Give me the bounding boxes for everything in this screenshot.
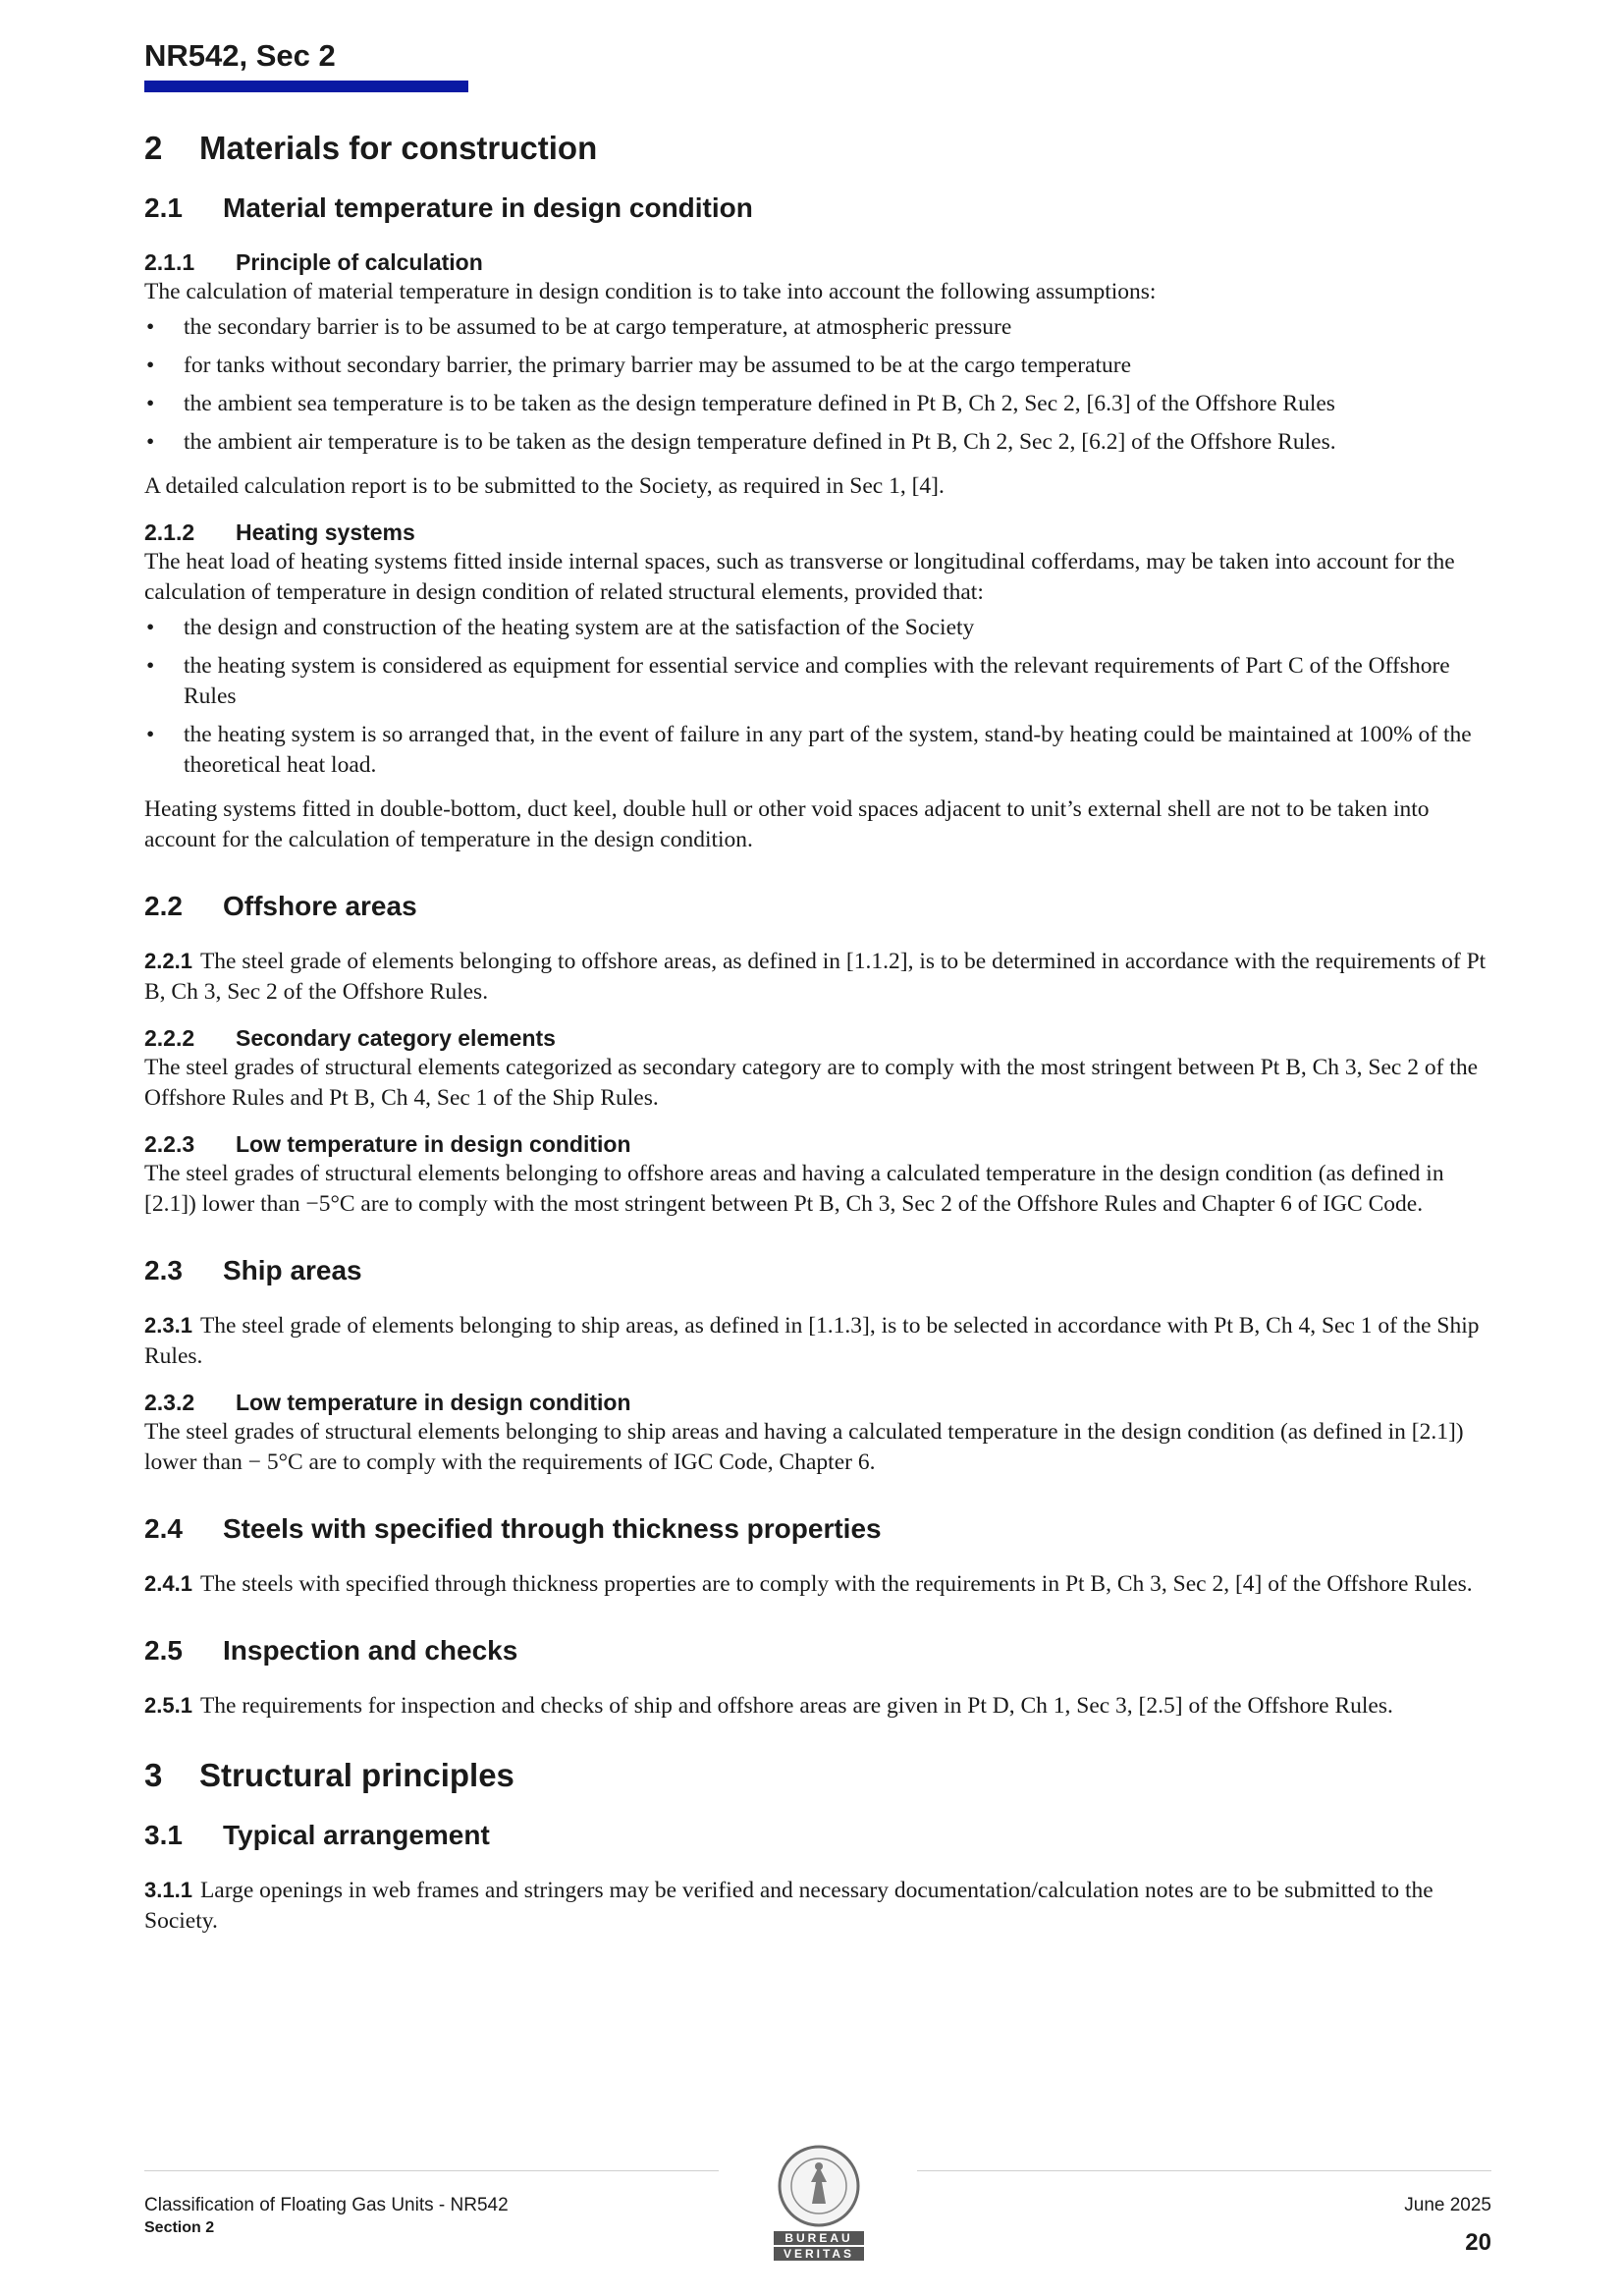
footer-doc-title: Classification of Floating Gas Units - NR542 [144, 2195, 509, 2215]
article-text: The steel grade of elements belonging to ship areas, as defined in [1.1.3], is to be selected in accordance with Pt B, Ch 4, Sec 1 of the Ship Rules. [144, 1313, 1480, 1369]
section-title: Structural principles [199, 1757, 514, 1793]
logo-wordmark-top: BUREAU [774, 2231, 864, 2245]
document-id: NR542, Sec 2 [144, 38, 336, 73]
section-heading [144, 128, 1491, 169]
list-item: • the ambient sea temperature is to be taken as the design temperature defined in Pt B, Ch 2, Sec 2, [6.3] of the Offshore Rules [144, 389, 1491, 419]
list-item: • the ambient air temperature is to be taken as the design temperature defined in Pt B, Ch 2, Sec 2, [6.2] of the Offshore Rules. [144, 427, 1491, 458]
subsection-number: 2.5 [144, 1635, 183, 1666]
paragraph: The calculation of material temperature in design condition is to take into account the following assumptions: [144, 279, 1157, 304]
article-number: 2.5.1 [144, 1693, 192, 1718]
article-title: Secondary category elements [236, 1025, 556, 1051]
section-number: 2 [144, 130, 163, 166]
subsection-number: 2.1 [144, 192, 183, 223]
footer-rule-left [144, 2170, 719, 2171]
list-item: • the secondary barrier is to be assumed to be at cargo temperature, at atmospheric pressure [144, 312, 1491, 343]
footer-rule-right [917, 2170, 1491, 2171]
article-title: Heating systems [236, 519, 415, 545]
list-item: • the design and construction of the heating system are at the satisfaction of the Society [144, 613, 1491, 643]
article-number: 2.2.3 [144, 1131, 195, 1157]
bullet-list [144, 312, 1491, 458]
article-number: 2.4.1 [144, 1571, 192, 1596]
paragraph [144, 946, 1491, 1008]
footer-date: June 2025 [1404, 2195, 1491, 2215]
logo-seal-icon [765, 2143, 873, 2231]
subsection-number: 3.1 [144, 1820, 183, 1850]
subsection-title: Steels with specified through thickness properties [223, 1513, 882, 1544]
section-heading [144, 1755, 1491, 1796]
page-content [144, 128, 1491, 1937]
subsection-number: 2.4 [144, 1513, 183, 1544]
article-text: Large openings in web frames and stringers may be verified and necessary documentation/calculation notes are to be submitted to the Society. [144, 1878, 1433, 1934]
article-number: 2.1.2 [144, 519, 195, 545]
footer-section: Section 2 [144, 2219, 215, 2236]
article-title: Low temperature in design condition [236, 1390, 631, 1415]
subsection-heading [144, 191, 1491, 226]
paragraph: The heat load of heating systems fitted inside internal spaces, such as transverse or longitudinal cofferdams, may be taken into account for the calculation of temperature in design condition of related structural elements, provided that: [144, 549, 1455, 605]
page-footer [144, 2170, 1491, 2278]
list-item: • the heating system is so arranged that, in the event of failure in any part of the system, stand-by heating could be maintained at 100% of the theoretical heat load. [144, 720, 1491, 781]
article-number: 2.3.2 [144, 1390, 195, 1415]
article-heading [144, 518, 1491, 547]
article-heading [144, 1023, 1491, 1053]
bureau-veritas-logo [765, 2143, 873, 2266]
article-number: 2.1.1 [144, 249, 195, 275]
article-heading [144, 247, 1491, 277]
article-number: 2.2.2 [144, 1025, 195, 1051]
article-heading [144, 1129, 1491, 1159]
article-number: 2.2.1 [144, 949, 192, 973]
subsection-title: Ship areas [223, 1255, 362, 1285]
article-text: The steel grade of elements belonging to offshore areas, as defined in [1.1.2], is to be determined in accordance with the requirements of Pt B, Ch 3, Sec 2 of the Offshore Rules. [144, 949, 1487, 1005]
paragraph [144, 1690, 1491, 1722]
subsection-title: Typical arrangement [223, 1820, 490, 1850]
subsection-number: 2.2 [144, 891, 183, 921]
article-title: Principle of calculation [236, 249, 483, 275]
article-heading [144, 1388, 1491, 1417]
article-number: 2.3.1 [144, 1313, 192, 1338]
subsection-title: Inspection and checks [223, 1635, 518, 1666]
article-text: The requirements for inspection and checks of ship and offshore areas are given in Pt D, Ch 1, Sec 3, [2.5] of the Offshore Rules. [199, 1693, 1393, 1719]
header-accent-bar [144, 81, 468, 92]
section-title: Materials for construction [199, 130, 598, 166]
list-item: • the heating system is considered as equipment for essential service and complies with the relevant requirements of Part C of the Offshore Rules [144, 651, 1491, 712]
subsection-heading [144, 889, 1491, 924]
page-number: 20 [1465, 2229, 1491, 2256]
subsection-heading [144, 1818, 1491, 1853]
subsection-heading [144, 1633, 1491, 1668]
subsection-title: Offshore areas [223, 891, 417, 921]
logo-wordmark-bottom: VERITAS [774, 2247, 864, 2261]
section-number: 3 [144, 1757, 163, 1793]
bullet-list [144, 613, 1491, 781]
subsection-number: 2.3 [144, 1255, 183, 1285]
paragraph: Heating systems fitted in double-bottom, duct keel, double hull or other void spaces adjacent to unit’s external shell are not to be taken into account for the calculation of temperature in the design condition. [144, 796, 1430, 852]
article-title: Low temperature in design condition [236, 1131, 631, 1157]
subsection-heading [144, 1511, 1491, 1547]
paragraph: The steel grades of structural elements belonging to offshore areas and having a calculated temperature in the design condition (as defined in [2.1]) lower than −5°C are to comply with the most stringent between Pt B, Ch 3, Sec 2 of the Offshore Rules and Chapter 6 of IGC Code. [144, 1161, 1444, 1217]
paragraph: The steel grades of structural elements belonging to ship areas and having a calculated temperature in the design condition (as defined in [2.1]) lower than − 5°C are to comply with the requirements of IGC Code, Chapter 6. [144, 1419, 1464, 1475]
subsection-heading [144, 1253, 1491, 1288]
list-item: • for tanks without secondary barrier, the primary barrier may be assumed to be at the cargo temperature [144, 351, 1491, 381]
paragraph [144, 1875, 1491, 1937]
paragraph: The steel grades of structural elements categorized as secondary category are to comply with the most stringent between Pt B, Ch 3, Sec 2 of the Offshore Rules and Pt B, Ch 4, Sec 1 of the Ship Rules. [144, 1055, 1479, 1111]
article-text: The steels with specified through thickness properties are to comply with the requirements in Pt B, Ch 3, Sec 2, [4] of the Offshore Rules. [199, 1571, 1473, 1597]
article-number: 3.1.1 [144, 1878, 192, 1902]
paragraph [144, 1310, 1491, 1372]
page-header [144, 37, 468, 92]
paragraph [144, 1568, 1491, 1600]
paragraph: A detailed calculation report is to be submitted to the Society, as required in Sec 1, [4]. [144, 473, 945, 499]
subsection-title: Material temperature in design condition [223, 192, 753, 223]
